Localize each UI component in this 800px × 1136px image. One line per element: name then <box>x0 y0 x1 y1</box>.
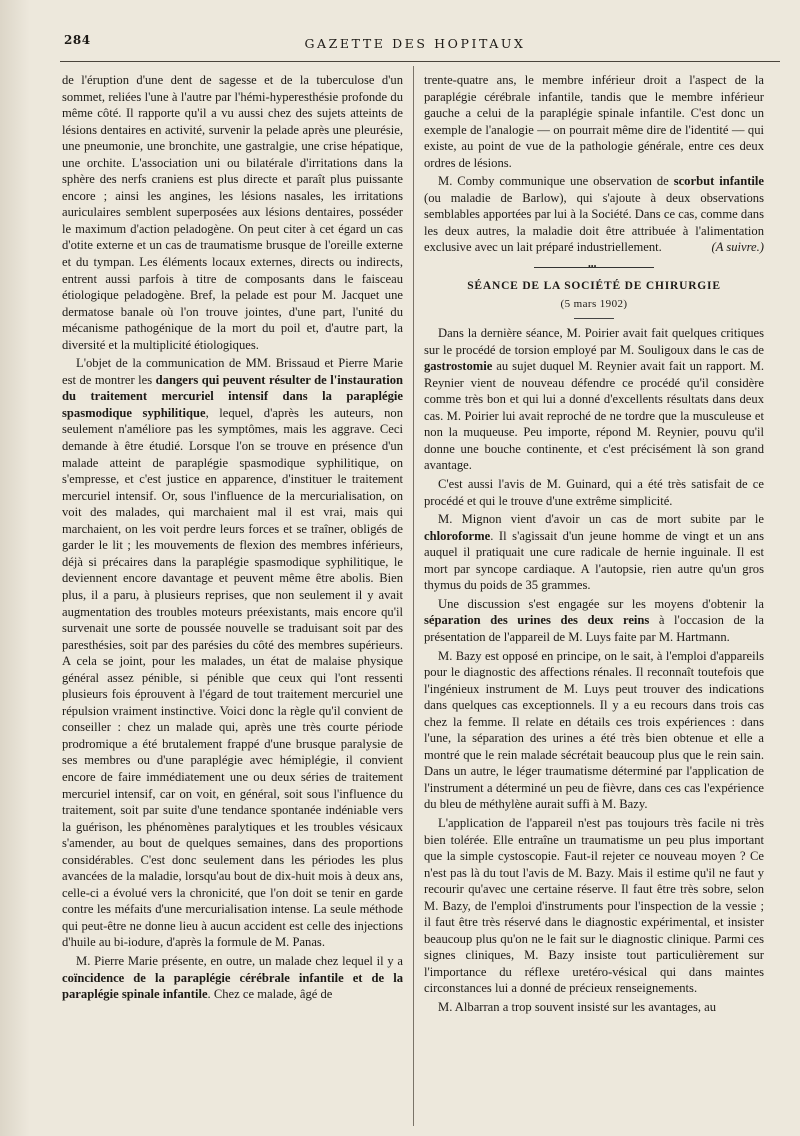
header-rule <box>60 61 780 62</box>
paragraph <box>424 325 764 474</box>
paragraph: trente-quatre ans, le membre inférieur droit a l'aspect de la paraplégie cérébrale infantile, tandis que le membre inférieur gauche a celui de la paraplégie spinale infantile. C'est donc un exemple de l'analogie — on pourrait même dire de l'identité — qui existe, au point de vue de la pathologie générale, entre ces deux ordres de lésions. <box>424 73 764 170</box>
section-separator <box>534 262 654 272</box>
text-run: M. Mignon vient d'avoir un cas de mort subite par le <box>438 512 764 527</box>
page-number: 284 <box>64 33 91 47</box>
bold-topic: scorbut infantile <box>673 174 764 189</box>
bold-topic: coïncidence de la paraplégie cérébrale infantile et de la paraplégie spinale infantile <box>62 970 403 1002</box>
paragraph: de l'éruption d'une dent de sagesse et de la tuberculose d'un sommet, reliées l'une à l'autre par l'hémi-hyperesthésie profonde du même côté. Il rapporte qu'il a vu aussi chez des sujets atteints de lésions dentaires en activité, survenir la pelade après une pleurésie, une pneumonie, une bronchite, une gastralgie, une crise hépatique, une orchite. L'association uni ou bilatérale d'irritations dans la sphère des nerfs craniens est plus directe et paraît plus puissante encore ; ainsi les angines, les lésions nasales, les irritations auriculaires semblent superposées aux lésions dentaires, posséder le maximum d'action peladogène. On peut citer à cet égard un cas d'otite externe et un cas de traumatisme brusque de l'oreille externe et du tympan. Les éléments locaux externes, directs ou indirects, entrent aussi parfois à titre de composants dans le faisceau étiologique peladogène. Bref, la pelade est pour M. Jacquet une dermatose banale où l'on trouve jointes, d'une part, l'unité du mécanisme pathogénique de la mort du poil et, d'autre part, la diversité et la multiplicité étiologiques. <box>62 73 403 352</box>
paragraph: C'est aussi l'avis de M. Guinard, qui a été très satisfait de ce procédé et qui le trouve d'une extrême simplicité. <box>424 477 764 508</box>
left-column <box>62 72 403 1005</box>
paragraph <box>424 511 764 594</box>
running-title: GAZETTE DES HOPITAUX <box>304 36 526 51</box>
text-run: L'objet de la communication de MM. Brissaud et Pierre Marie est de montrer les <box>62 356 403 387</box>
paragraph: M. Albarran a trop souvent insisté sur les avantages, au <box>438 999 717 1014</box>
paragraph: M. Bazy est opposé en principe, on le sait, à l'emploi d'appareils pour le diagnostic des affections rénales. Il reconnaît toutefois que l'ingénieux instrument de M. Luys peut trouver des indications dans quelques cas exceptionnels. Il y a eu recours dans trois cas chez la femme. Il relate en détails ces trois expériences : dans l'une, la séparation des urines a été très bien obtenue et elle a montré que le rein malade sécrétait beaucoup plus que le rein sain. Dans un autre, le léger traumatisme déterminé par l'application de l'instrument a déterminé un peu de fièvre, dans ces cas l'expérience du bleu de méthylène aurait suffi à M. Bazy. <box>424 648 764 812</box>
text-run: . Chez ce malade, âgé de <box>207 987 333 1002</box>
section-title: SÉANCE DE LA SOCIÉTÉ DE CHIRURGIE <box>467 280 721 293</box>
text-run: M. Pierre Marie présente, en outre, un malade chez lequel il y a <box>76 953 403 968</box>
text-run: Une discussion s'est engagée sur les moyens d'obtenir la <box>438 596 764 611</box>
text-run: au sujet duquel M. Reynier avait fait un rapport. M. Reynier vient de nouveau défendre ce procédé qu'il considère comme très bon et qui lui a donné d'excellents résultats dans deux cas. M. Poirier lui avait reproché de ne tordre que la musculeuse et non la muqueuse. Peu importe, répond M. Reynier, pouvu qu'il donne une bouche continente, et c'est précisément là son grand avantage. <box>424 359 764 473</box>
paragraph <box>424 173 764 256</box>
page-edge-shadow <box>0 0 30 1136</box>
paragraph <box>62 953 403 1003</box>
column-divider <box>413 66 414 1126</box>
text-run: (ou maladie de Barlow), qui s'ajoute à deux observations semblables apportées par lui à la Société. Dans ce cas, comme dans les deux autres, la maladie doit être attribuée à l'alimentation exclusive avec un lait préparé industriellement. <box>424 190 764 255</box>
bold-topic: séparation des urines des deux reins <box>424 613 650 628</box>
text-run: M. Comby communique une observation de <box>438 174 674 189</box>
text-run: à l'occasion de la présentation de l'appareil de M. Luys faite par M. Hartmann. <box>424 613 764 644</box>
paragraph <box>62 355 403 951</box>
bold-topic: gastrostomie <box>424 359 493 374</box>
right-column <box>424 72 764 1018</box>
continued-note: (A suivre.) <box>711 240 764 255</box>
bold-topic: chloroforme <box>424 528 491 543</box>
text-run: Dans la dernière séance, M. Poirier avait fait quelques critiques sur le procédé de torsion employé par M. Souligoux dans le cas de <box>424 326 764 357</box>
paragraph <box>424 596 764 646</box>
section-rule <box>574 318 614 319</box>
separator-ornament: ••• <box>588 262 597 272</box>
paragraph: L'application de l'appareil n'est pas toujours très facile ni très bien tolérée. Elle entraîne un traumatisme un peu plus important que la simple cystoscopie. Faut-il rejeter ce nouveau moyen ? Ce n'est pas là du tout l'avis de M. Bazy. Mais il estime qu'il ne faut y recourir qu'avec une certaine réserve. Il faut être très sobre, selon M. Bazy, de l'emploi d'instruments pour l'inspection de la vessie ; il faut être très réservé dans le diagnostic expérimental, et insister beaucoup plus qu'on ne le fait sur le diagnostic clinique. Parmi ces signes cliniques, M. Bazy insiste tout particulièrement sur l'importance du réflexe uretéro-vésical qui dans maintes circonstances lui a donné de précieux renseignements. <box>424 815 764 996</box>
text-run: , lequel, d'après les auteurs, non seulement n'améliore pas les symptômes, mais les aggrave. Ceci demande à être étudié. Lorsque l'on se trouve en présence d'un malade atteint de paraplégie spasmodique syphilitique, on s'empresse, et c'est justice en apparence, d'instituer le traitement mercuriel intensif. Or, sous l'influence de la mercurialisation, on voit des malades, qui marchaient mal il est vrai, mais qui marchaient, on les voit perdre leurs forces et se traîner, obligés de garder le lit ; les mouvements de flexion des membres inférieurs, déjà si précaires dans la paraplégie spasmodique syphilitique, le deviennent encore davantage et peuvent même être abolis. Bien plus, il a paru, à plusieurs reprises, que non seulement il y avait augmentation des troubles moteurs préexistants, mais encore qu'il survenait une sorte de poussée nouvelle se traduisant soit par des paresthésies, soit par des parésies du côté des membres supérieurs. A cela se joint, pour les malades, un état de malaise physique général assez pénible, si pénible que ceux qui l'ont ressenti plusieurs fois éprouvent à l'égard de tout traitement mercuriel une répulsion vraiment instinctive. Voici donc la règle qu'il convient de conseiller : chez un malade qui, après une très courte période prodromique a été brutalement frappé d'une brusque paralysie de ses membres ou d'une paraplégie avec hémiplégie, il convient encore de faire immédiatement une ou deux séries de traitement mercuriel intensif, car on voit, en général, soit sous l'influence du traitement, soit par suite d'une tendance spontanée indéniable vers la guérison, les phénomènes paralytiques et les troubles vésicaux s'amender, au bout de quelques semaines, dans des proportions considérables. C'est donc seulement dans les périodes les plus avancées de la maladie, lorsqu'au bout de dix-huit mois à deux ans, celle-ci a évolué vers la chronicité, que l'on doit se tenir en garde contre les méfaits d'une mercurialisation intense. La seule méthode qui peut-être ne donne lieu à aucun accident est celle des injections d'huile au bi-iodure, d'après la formule de M. Panas. <box>62 405 404 950</box>
section-date: (5 mars 1902) <box>560 297 628 310</box>
bold-topic: dangers qui peuvent résulter de l'instauration du traitement mercuriel intensif dans la paraplégie spasmodique syphilitique <box>62 372 403 420</box>
text-run: . Il s'agissait d'un jeune homme de vingt et un ans auquel il pratiquait une cure radicale de hernie inguinale. Il est mort par syncope cardiaque. A l'autopsie, rien autre qu'un gros thymus du poids de 35 grammes. <box>424 528 764 593</box>
